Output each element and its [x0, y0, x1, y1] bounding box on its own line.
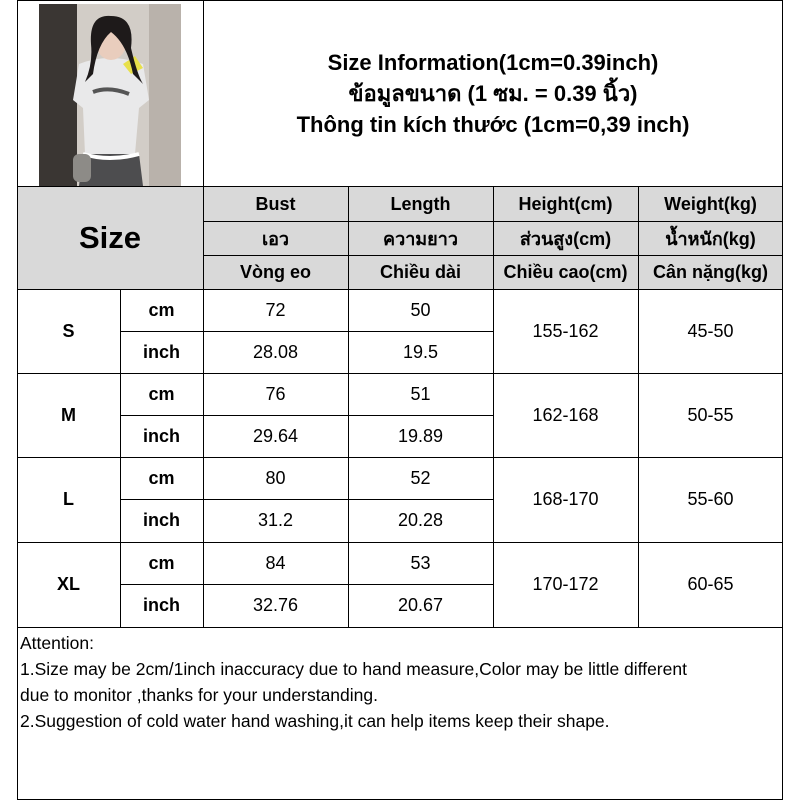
col-bust-vi: Vòng eo — [203, 255, 348, 289]
note-2: 2.Suggestion of cold water hand washing,it can help items keep their shape. — [20, 711, 610, 731]
attention-notes — [20, 630, 780, 734]
col-weight-th: น้ำหนัก(kg) — [638, 221, 783, 255]
size-header-label: Size — [78, 220, 142, 255]
unit-inch-label: inch — [142, 425, 180, 446]
col-height-th: ส่วนสูง(cm) — [493, 221, 638, 255]
xl-bust-cm: 84 — [265, 552, 286, 573]
product-photo — [39, 4, 181, 186]
unit-cm-label: cm — [148, 552, 175, 573]
col-weight-vi: Cân nặng(kg) — [638, 255, 783, 289]
m-bust-cm: 76 — [265, 383, 286, 404]
header-vietnamese: Thông tin kích thước (1cm=0,39 inch) — [296, 111, 690, 137]
header-thai: ข้อมูลขนาด (1 ซม. = 0.39 นิ้ว) — [348, 80, 638, 106]
xl-weight: 60-65 — [687, 574, 734, 594]
col-length-en: Length — [348, 187, 493, 221]
l-bust-cm: 80 — [265, 467, 286, 488]
l-length-inch: 20.28 — [397, 510, 444, 530]
header-english: Size Information(1cm=0.39inch) — [327, 49, 659, 75]
unit-cm-label: cm — [148, 383, 175, 404]
xl-length-inch: 20.67 — [397, 595, 444, 615]
l-weight: 55-60 — [687, 489, 734, 509]
s-bust-inch: 28.08 — [252, 341, 299, 362]
xl-bust-inch: 32.76 — [252, 595, 299, 615]
col-height-vi: Chiều cao(cm) — [493, 255, 638, 289]
s-length-inch: 19.5 — [402, 341, 439, 362]
notes-heading: Attention: — [20, 633, 94, 653]
size-xl-label: XL — [56, 574, 80, 594]
l-length-cm: 52 — [410, 467, 431, 488]
m-length-inch: 19.89 — [397, 425, 444, 446]
model-photo-illustration — [39, 4, 181, 186]
size-m-label: M — [61, 404, 76, 425]
s-weight: 45-50 — [687, 320, 734, 341]
size-s-label: S — [62, 320, 75, 341]
unit-inch-label: inch — [142, 341, 180, 362]
col-bust-th: เอว — [203, 221, 348, 255]
size-information-header — [203, 0, 783, 186]
s-height: 155-162 — [532, 320, 599, 341]
unit-inch-label: inch — [142, 595, 180, 615]
l-height: 168-170 — [532, 489, 599, 509]
xl-height: 170-172 — [532, 574, 599, 594]
s-length-cm: 50 — [410, 299, 431, 320]
size-chart-sheet — [17, 0, 783, 800]
note-1-line-2: due to monitor ,thanks for your understanding. — [20, 685, 378, 705]
xl-length-cm: 53 — [410, 552, 431, 573]
col-bust-en: Bust — [203, 187, 348, 221]
unit-cm-label: cm — [148, 299, 175, 320]
col-height-en: Height(cm) — [493, 187, 638, 221]
size-l-label: L — [63, 489, 74, 509]
m-height: 162-168 — [532, 404, 599, 425]
m-weight: 50-55 — [687, 404, 734, 425]
note-1-line-1: 1.Size may be 2cm/1inch inaccuracy due to hand measure,Color may be little different — [20, 659, 687, 679]
m-length-cm: 51 — [410, 383, 431, 404]
col-length-vi: Chiều dài — [348, 255, 493, 289]
unit-cm-label: cm — [148, 467, 175, 488]
l-bust-inch: 31.2 — [257, 510, 294, 530]
size-header-cell — [17, 187, 203, 289]
s-bust-cm: 72 — [265, 299, 286, 320]
col-length-th: ความยาว — [348, 221, 493, 255]
unit-inch-label: inch — [142, 510, 180, 530]
col-weight-en: Weight(kg) — [638, 187, 783, 221]
m-bust-inch: 29.64 — [252, 425, 299, 446]
